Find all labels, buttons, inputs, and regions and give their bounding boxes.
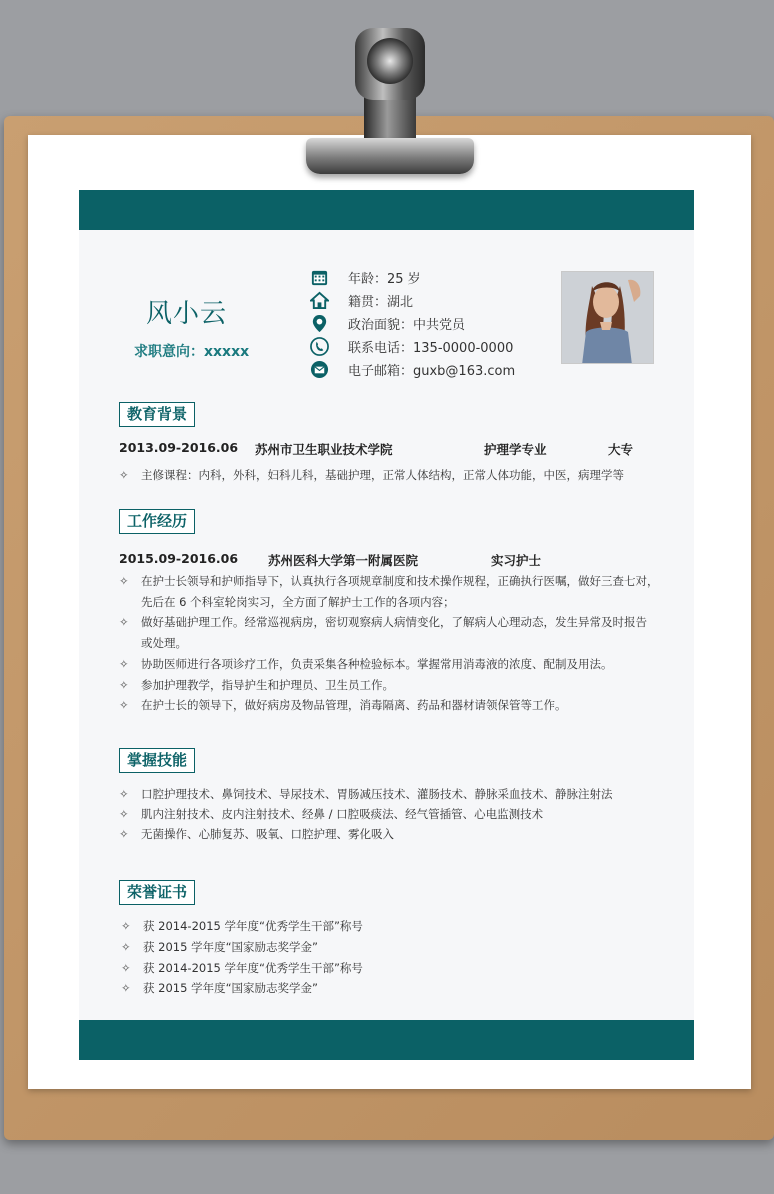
work-company: 苏州医科大学第一附属医院	[268, 553, 419, 568]
bullet-icon: ✧	[119, 657, 129, 671]
work-item	[119, 697, 567, 713]
personal-info	[310, 266, 515, 381]
work-item-text: 在护士长领导和护师指导下，认真执行各项规章制度和技术操作规程，正确执行医嘱，做好三查七对，	[141, 574, 659, 588]
phone-icon	[310, 337, 329, 356]
skill-text: 无菌操作、心肺复苏、吸氧、口腔护理、雾化吸入	[141, 827, 394, 841]
skill-text: 肌内注射技术、皮内注射技术、经鼻 / 口腔吸痰法、经气管插管、心电监测技术	[141, 807, 544, 821]
education-school: 苏州市卫生职业技术学院	[255, 442, 393, 457]
work-item-text: 参加护理教学，指导护生和护理员、卫生员工作。	[141, 678, 394, 692]
home-icon	[310, 291, 329, 310]
education-courses	[119, 467, 624, 483]
honors-title: 荣誉证书	[119, 880, 195, 905]
bullet-icon: ✧	[119, 615, 129, 629]
info-origin	[310, 289, 515, 312]
bullet-icon: ✧	[119, 468, 129, 482]
bullet-icon: ✧	[121, 940, 131, 954]
mail-icon	[310, 360, 329, 379]
bullet-icon: ✧	[119, 678, 129, 692]
work-item-cont: 或处理。	[141, 636, 187, 650]
honor-item	[121, 980, 318, 996]
work-item-text: 协助医师进行各项诊疗工作，负责采集各种检验标本。掌握常用消毒液的浓度、配制及用法。	[141, 657, 613, 671]
honor-item	[121, 960, 363, 976]
skill-item	[119, 786, 613, 802]
clip-ring	[355, 28, 425, 100]
skill-item	[119, 806, 543, 822]
work-period: 2015.09-2016.06	[119, 551, 239, 566]
info-political-text: 政治面貌：中共党员	[348, 318, 466, 333]
profile-photo	[561, 271, 654, 364]
bullet-icon: ✧	[121, 919, 131, 933]
honor-text: 获 2015 学年度“国家励志奖学金”	[143, 940, 318, 954]
work-item	[119, 656, 613, 672]
info-political	[310, 312, 515, 335]
education-major: 护理学专业	[484, 442, 547, 457]
info-email-text: 电子邮箱：guxb@163.com	[348, 364, 516, 379]
bullet-icon: ✧	[121, 961, 131, 975]
skill-item	[119, 826, 394, 842]
bullet-icon: ✧	[119, 574, 129, 588]
bullet-icon: ✧	[121, 981, 131, 995]
work-item-cont: 先后在 6 个科室轮岗实习，全方面了解护士工作的各项内容；	[141, 595, 455, 609]
work-position: 实习护士	[491, 553, 542, 568]
education-period: 2013.09-2016.06	[119, 440, 239, 455]
bullet-icon: ✧	[119, 698, 129, 712]
info-origin-text: 籍贯：湖北	[348, 295, 414, 310]
work-item-text: 做好基础护理工作。经常巡视病房，密切观察病人病情变化，了解病人心理动态，发生异常及时报告	[141, 615, 647, 629]
info-age-text: 年龄：25 岁	[348, 272, 421, 287]
bullet-icon: ✧	[119, 807, 129, 821]
job-intent: 求职意向：xxxxx	[134, 344, 250, 360]
skill-text: 口腔护理技术、鼻饲技术、导尿技术、胃肠减压技术、灌肠技术、静脉采血技术、静脉注射法	[141, 787, 613, 801]
header-bar	[79, 190, 694, 230]
bullet-icon: ✧	[119, 787, 129, 801]
calendar-icon	[310, 268, 329, 287]
honor-text: 获 2014-2015 学年度“优秀学生干部”称号	[143, 919, 363, 933]
courses-text: 主修课程：内科，外科，妇科儿科，基础护理，正常人体结构，正常人体功能，中医，病理学等	[141, 468, 624, 482]
work-item	[119, 573, 659, 589]
education-degree: 大专	[608, 442, 634, 457]
candidate-name: 风小云	[146, 299, 228, 329]
work-title: 工作经历	[119, 509, 195, 534]
work-item-text: 在护士长的领导下，做好病房及物品管理，消毒隔离、药品和器材请领保管等工作。	[141, 698, 567, 712]
education-title: 教育背景	[119, 402, 195, 427]
honor-text: 获 2015 学年度“国家励志奖学金”	[143, 981, 318, 995]
location-icon	[310, 314, 329, 333]
bullet-icon: ✧	[119, 827, 129, 841]
clip-base	[306, 138, 474, 174]
info-phone	[310, 335, 515, 358]
honor-item	[121, 918, 363, 934]
work-item	[119, 614, 647, 630]
info-phone-text: 联系电话：135-0000-0000	[348, 341, 514, 356]
info-age	[310, 266, 515, 289]
footer-bar	[79, 1020, 694, 1060]
honor-item	[121, 939, 318, 955]
skills-title: 掌握技能	[119, 748, 195, 773]
info-email	[310, 358, 515, 381]
honor-text: 获 2014-2015 学年度“优秀学生干部”称号	[143, 961, 363, 975]
work-item	[119, 677, 394, 693]
